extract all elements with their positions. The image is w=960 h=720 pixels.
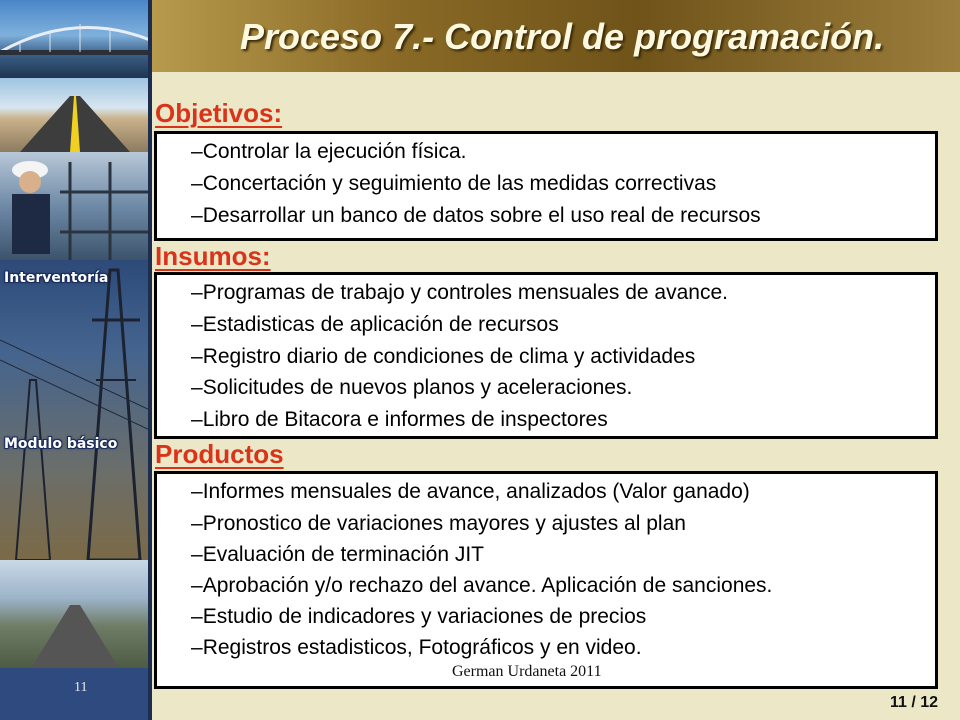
slide-counter: 11 / 12 [890,694,939,711]
list-item: – Informes mensuales de avance, analizados (Valor ganado) [191,480,750,504]
objetivos-box [154,131,938,241]
list-item: – Estadisticas de aplicación de recursos [191,313,559,337]
objetivos-heading: Objetivos: [155,98,283,128]
list-item: – Programas de trabajo y controles mensuales de avance. [191,281,728,305]
sidebar-label-modulo: Modulo básico [4,436,118,452]
slide-title: Proceso 7.- Control de programación. [240,16,885,57]
list-item: – Controlar la ejecución física. [191,140,466,164]
insumos-heading: Insumos: [155,241,271,271]
list-item: – Evaluación de terminación JIT [191,543,484,567]
list-item: – Desarrollar un banco de datos sobre el uso real de recursos [191,204,761,228]
sidebar-image-strip [0,0,150,720]
title-bar [152,0,960,72]
bridge-photo [0,0,150,78]
insumos-box [154,272,938,439]
list-item: – Aprobación y/o rechazo del avance. Aplicación de sanciones. [191,574,772,598]
power-towers-photo [0,260,150,560]
list-item: – Registro diario de condiciones de clima y actividades [191,345,695,369]
landscape-photo [0,560,150,670]
list-item: – Libro de Bitacora e informes de inspectores [191,408,608,432]
sidebar-label-interventoria: Interventoría [4,270,109,286]
list-item: – Concertación y seguimiento de las medidas correctivas [191,172,716,196]
author-footer: German Urdaneta 2011 [452,663,602,680]
list-item: – Estudio de indicadores y variaciones de precios [191,605,646,629]
road-photo [0,78,150,152]
strip-divider [148,0,152,720]
productos-heading: Productos [155,439,284,469]
sidebar-page-number: 11 [74,680,88,695]
engineer-photo [0,152,150,260]
productos-box [154,471,938,689]
list-item: – Pronostico de variaciones mayores y ajustes al plan [191,512,686,536]
list-item: – Solicitudes de nuevos planos y aceleraciones. [191,376,632,400]
list-item: – Registros estadisticos, Fotográficos y en video. [191,636,642,660]
